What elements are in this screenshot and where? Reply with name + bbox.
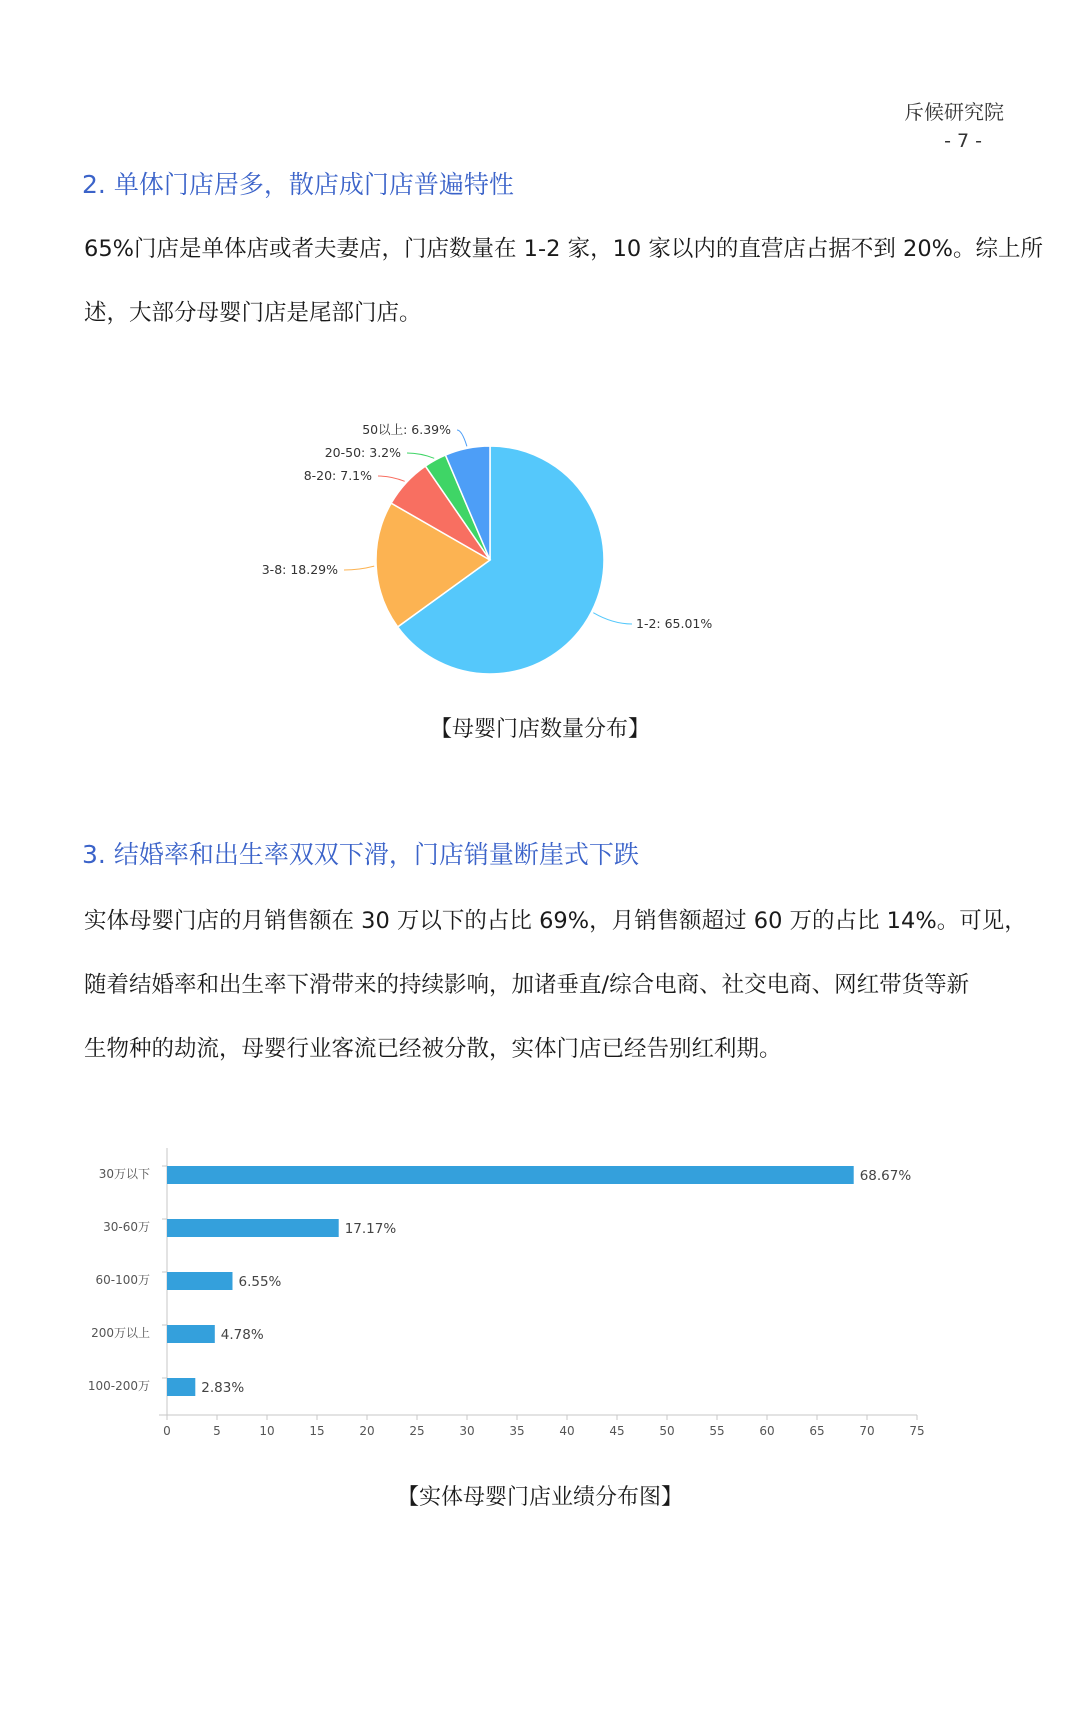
page-number: - 7 -: [944, 130, 982, 152]
bar-x-tick-14: 70: [859, 1424, 875, 1438]
bar-2: [167, 1272, 233, 1290]
section-3-heading: [82, 835, 639, 871]
section-2-heading: [82, 165, 514, 201]
pie-leader-4: [457, 430, 467, 446]
bar-x-tick-11: 55: [709, 1424, 725, 1438]
bar-x-tick-3: 15: [309, 1424, 325, 1438]
bar-value-0: 68.67%: [859, 1168, 912, 1184]
section-2-title: 单体门店居多，散店成门店普遍特性: [113, 170, 514, 199]
bar-category-4: 100-200万: [87, 1379, 150, 1393]
bar-category-2: 60-100万: [95, 1273, 150, 1287]
bar-3: [167, 1325, 215, 1343]
header-org-name: 斥候研究院: [904, 100, 1004, 124]
bar-x-tick-10: 50: [659, 1424, 675, 1438]
pie-label-2: 8-20: 7.1%: [303, 468, 372, 483]
bar-x-ticks: [163, 1424, 924, 1438]
section-3-line-2: 随着结婚率和出生率下滑带来的持续影响，加诸垂直/综合电商、社交电商、网红带货等新: [84, 972, 970, 998]
pie-leader-0: [593, 613, 632, 624]
section-2-line-2: 述，大部分母婴门店是尾部门店。: [84, 300, 422, 326]
bar-caption: 【实体母婴门店业绩分布图】: [396, 1485, 683, 1510]
bar-value-4: 2.83%: [201, 1380, 245, 1396]
bar-value-3: 4.78%: [220, 1327, 264, 1343]
bar-x-tick-13: 65: [809, 1424, 825, 1438]
section-3-line-3: 生物种的劫流，母婴行业客流已经被分散，实体门店已经告别红利期。: [84, 1036, 782, 1062]
section-3-title: 结婚率和出生率双双下滑，门店销量断崖式下跌: [113, 840, 639, 869]
pie-label-4: 50以上: 6.39%: [362, 422, 451, 437]
bar-x-tick-0: 0: [163, 1424, 171, 1438]
section-3-line-1: 实体母婴门店的月销售额在 30 万以下的占比 69%，月销售额超过 60 万的占比 14%。可见，: [84, 908, 1027, 934]
bar-category-3: 200万以上: [91, 1326, 150, 1340]
bar-x-tick-5: 25: [409, 1424, 425, 1438]
bar-x-tick-2: 10: [259, 1424, 275, 1438]
pie-slices: [376, 446, 604, 674]
bar-x-tick-9: 45: [609, 1424, 625, 1438]
bar-x-tick-4: 20: [359, 1424, 375, 1438]
pie-leader-2: [378, 476, 405, 481]
bar-value-1: 17.17%: [344, 1221, 397, 1237]
section-3-number: 3.: [82, 840, 106, 869]
bar-category-1: 30-60万: [103, 1220, 150, 1234]
bar-x-tick-12: 60: [759, 1424, 775, 1438]
pie-leader-3: [407, 453, 434, 458]
bar-x-tick-15: 75: [909, 1424, 925, 1438]
pie-chart: [0, 400, 1080, 730]
bar-x-tick-1: 5: [213, 1424, 221, 1438]
pie-caption: 【母婴门店数量分布】: [429, 717, 650, 742]
pie-label-0: 1-2: 65.01%: [636, 616, 713, 631]
section-2-line-1: 65%门店是单体店或者夫妻店，门店数量在 1-2 家，10 家以内的直营店占据不到 20%。综上所: [84, 236, 1044, 262]
bar-x-tick-8: 40: [559, 1424, 575, 1438]
pie-label-1: 3-8: 18.29%: [261, 562, 338, 577]
bar-x-tick-6: 30: [459, 1424, 475, 1438]
bar-value-labels: [201, 1168, 911, 1396]
bar-x-tick-7: 35: [509, 1424, 525, 1438]
bar-category-labels: [88, 1167, 150, 1393]
bar-value-2: 6.55%: [238, 1274, 282, 1290]
bar-1: [167, 1219, 339, 1237]
pie-leader-1: [344, 566, 374, 570]
bar-4: [167, 1378, 195, 1396]
bar-category-0: 30万以下: [98, 1167, 150, 1181]
pie-label-3: 20-50: 3.2%: [324, 445, 401, 460]
bar-0: [167, 1166, 854, 1184]
section-2-number: 2.: [82, 170, 106, 199]
